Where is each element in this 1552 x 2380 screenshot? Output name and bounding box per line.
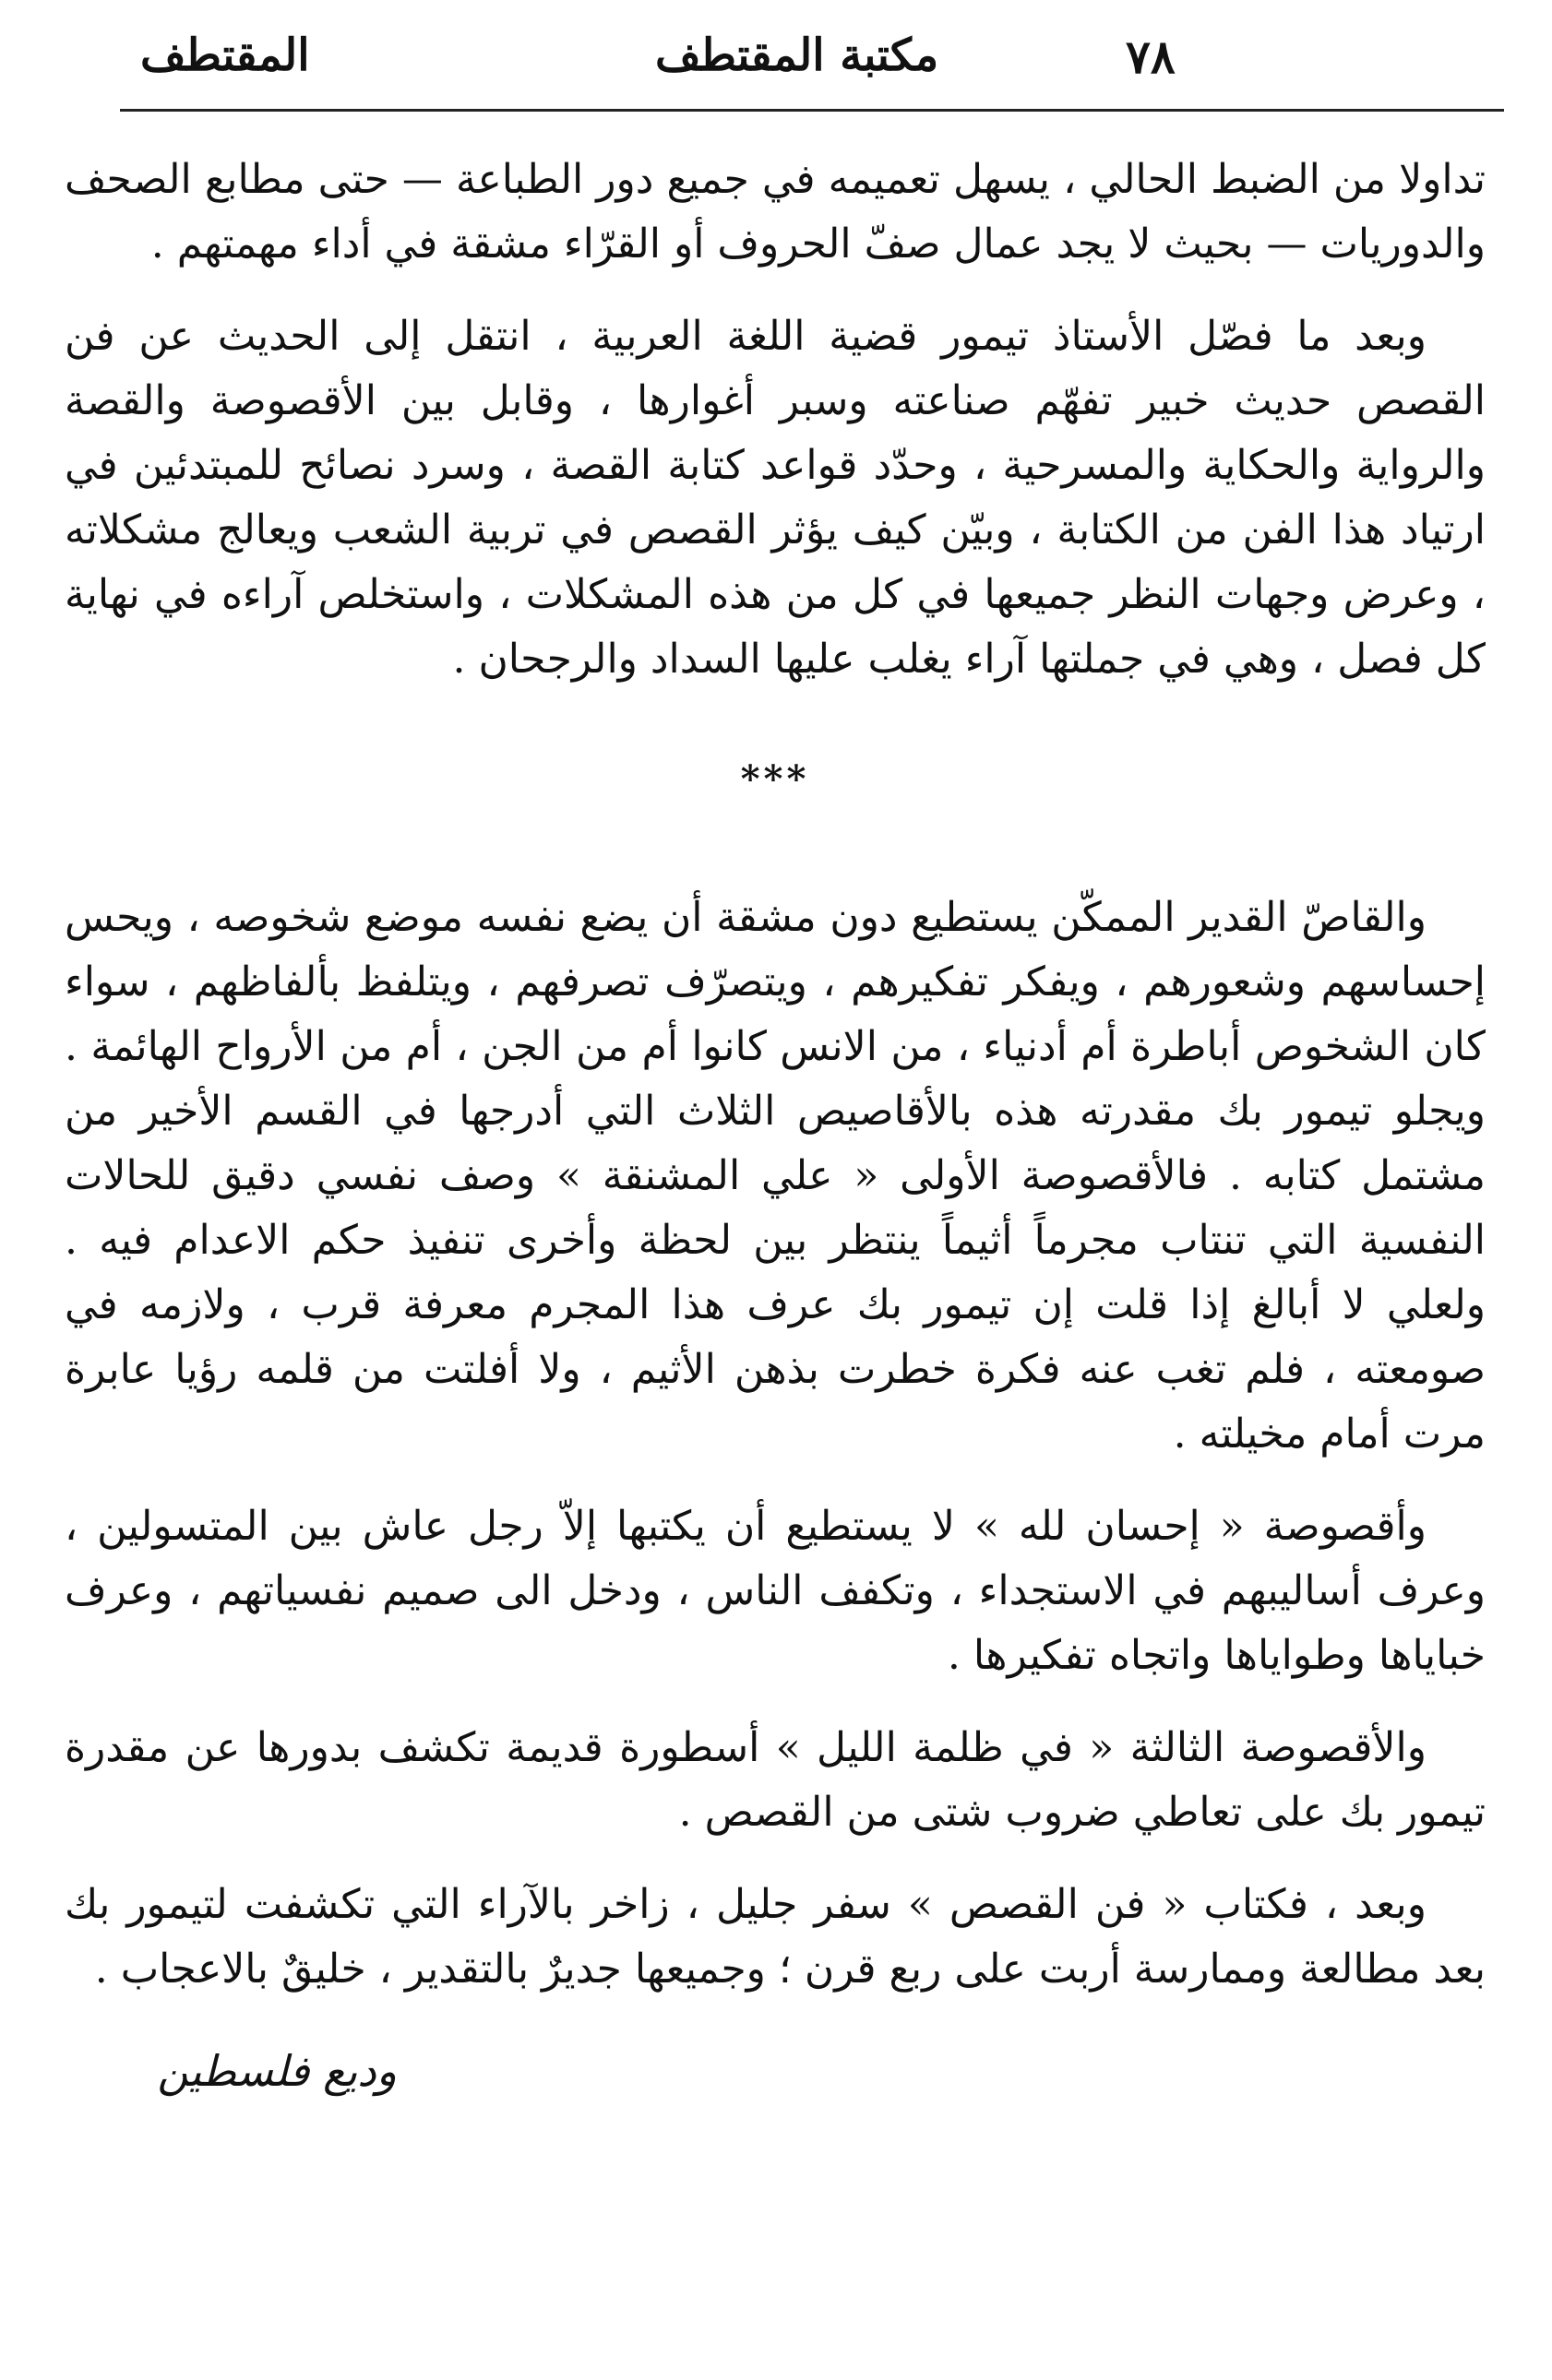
article-body [65,148,1486,2103]
paragraph: وبعد ما فصّل الأستاذ تيمور قضية اللغة العربية ، انتقل إلى الحديث عن فن القصص حديث خبير تفهّم صناعته وسبر أغوارها ، وقابل بين الأقصوصة والقصة والرواية والحكاية والمسرحية ، وحدّد قواعد كتابة القصة ، وسرد نصائح للمبتدئين في ارتياد هذا الفن من الكتابة ، وبيّن كيف يؤثر القصص في تربية الشعب ويعالج مشكلاته ، وعرض وجهات النظر جميعها في كل من هذه المشكلات ، واستخلص آراءه في نهاية كل فصل ، وهي في جملتها آراء يغلب عليها السداد والرجحان . [65,313,1486,683]
page [65,0,1486,2380]
paragraph: تداولا من الضبط الحالي ، يسهل تعميمه في جميع دور الطباعة — حتى مطابع الصحف والدوريات — بحيث لا يجد عمال صفّ الحروف أو القرّاء مشقة في أداء مهمتهم . [65,156,1486,268]
paragraph: والقاصّ القدير الممكّن يستطيع دون مشقة أن يضع نفسه موضع شخوصه ، ويحس إحساسهم وشعورهم ، ويفكر تفكيرهم ، ويتصرّف تصرفهم ، ويتلفظ بألفاظهم ، سواء كان الشخوص أباطرة أم أدنياء ، من الانس كانوا أم من الجن ، أم من الأرواح الهائمة . ويجلو تيمور بك مقدرته هذه بالأقاصيص الثلاث التي أدرجها في القسم الأخير من مشتمل كتابه . فالأقصوصة الأولى « علي المشنقة » وصف نفسي دقيق للحالات النفسية التي تنتاب مجرماً أثيماً ينتظر بين لحظة وأخرى تنفيذ حكم الاعدام فيه . ولعلي لا أبالغ إذا قلت إن تيمور بك عرف هذا المجرم معرفة قرب ، ولازمه في صومعته ، فلم تغب عنه فكرة خطرت بذهن الأثيم ، ولا أفلتت من قلمه رؤيا عابرة مرت أمام مخيلته . [65,894,1486,1458]
header-rule [120,109,1504,112]
paragraph: وأقصوصة « إحسان لله » لا يستطيع أن يكتبها إلاّ رجل عاش بين المتسولين ، وعرف أساليبهم في الاستجداء ، وتكفف الناس ، ودخل الى صميم نفسياتهم ، وعرف خباياها وطواياها واتجاه تفكيرها . [65,1503,1486,1679]
paragraph: والأقصوصة الثالثة « في ظلمة الليل » أسطورة قديمة تكشف بدورها عن مقدرة تيمور بك على تعاطي ضروب شتى من القصص . [65,1724,1486,1836]
journal-title: المقتطف [140,30,310,81]
author-signature: وديع فلسطين [157,2046,397,2096]
section-separator: *** [740,757,810,801]
page-number: ٧٨ [1126,30,1176,84]
book-title: مكتبة المقتطف [655,30,939,81]
running-header [65,26,1449,90]
paragraph: وبعد ، فكتاب « فن القصص » سفر جليل ، زاخر بالآراء التي تكشفت لتيمور بك بعد مطالعة وممارسة أربت على ربع قرن ؛ وجميعها جديرٌ بالتقدير ، خليقٌ بالاعجاب . [65,1881,1486,1993]
